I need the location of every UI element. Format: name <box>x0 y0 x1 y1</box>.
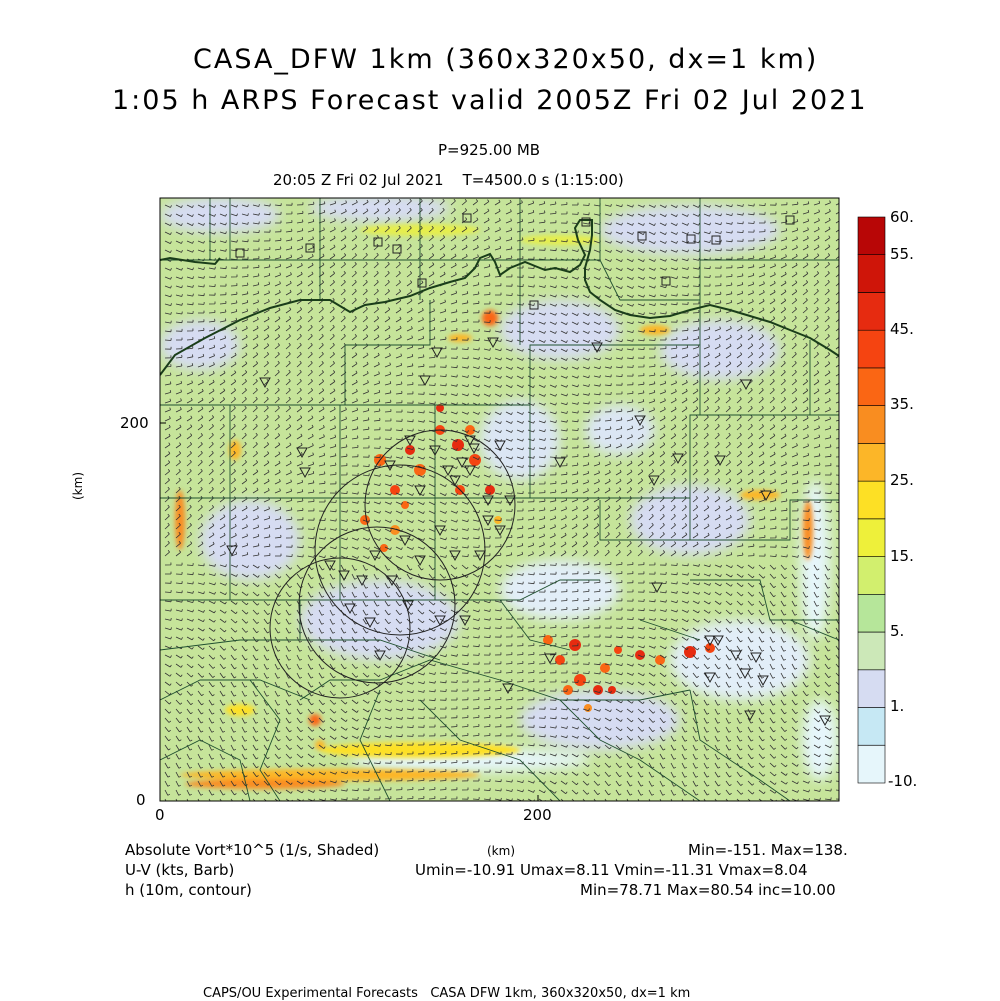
x-tick-label-200: 200 <box>523 806 552 824</box>
colorbar-swatch <box>858 481 885 519</box>
colorbar-swatch <box>858 293 885 331</box>
legend-vorticity: Absolute Vort*10^5 (1/s, Shaded) <box>125 841 380 859</box>
legend-wind-minmax: Umin=-10.91 Umax=8.11 Vmin=-11.31 Vmax=8.04 <box>415 861 808 879</box>
colorbar-swatch <box>858 406 885 444</box>
colorbar-label-45: 45. <box>890 320 914 338</box>
title-line-2: 1:05 h ARPS Forecast valid 2005Z Fri 02 Jul 2021 <box>112 85 868 116</box>
colorbar-swatch <box>858 330 885 368</box>
colorbar-swatch <box>858 745 885 783</box>
colorbar-swatch <box>858 443 885 481</box>
title-line-1: CASA_DFW 1km (360x320x50, dx=1 km) <box>193 44 819 75</box>
x-axis-unit: (km) <box>487 844 516 858</box>
y-axis-unit: (km) <box>71 471 85 500</box>
colorbar-swatch <box>858 557 885 595</box>
colorbar-label-minus-10: -10. <box>888 772 918 790</box>
map-panel <box>160 194 843 804</box>
colorbar-swatch <box>858 632 885 670</box>
colorbar-swatch <box>858 594 885 632</box>
colorbar-label-60: 60. <box>890 208 914 226</box>
colorbar-label-15: 15. <box>890 547 914 565</box>
colorbar-swatch <box>858 217 885 255</box>
colorbar-swatch <box>858 519 885 557</box>
valid-time: 20:05 Z Fri 02 Jul 2021 T=4500.0 s (1:15:00) <box>273 171 624 189</box>
pressure-level: P=925.00 MB <box>438 141 541 159</box>
colorbar-label-55: 55. <box>890 245 914 263</box>
legend-vorticity-minmax: Min=-151. Max=138. <box>688 841 848 859</box>
colorbar-label-25: 25. <box>890 471 914 489</box>
colorbar-swatch <box>858 368 885 406</box>
colorbar-swatch <box>858 708 885 746</box>
colorbar-swatch <box>858 255 885 293</box>
y-tick-label-200: 200 <box>120 414 149 432</box>
y-tick-label-0: 0 <box>136 791 146 809</box>
colorbar-swatch <box>858 670 885 708</box>
colorbar-label-35: 35. <box>890 395 914 413</box>
colorbar-label-1: 1. <box>890 697 905 715</box>
x-tick-label-0: 0 <box>155 806 165 824</box>
legend-height-minmax: Min=78.71 Max=80.54 inc=10.00 <box>580 881 836 899</box>
footer-credit: CAPS/OU Experimental Forecasts CASA DFW 1km, 360x320x50, dx=1 km <box>203 986 691 1001</box>
colorbar-label-5: 5. <box>890 622 905 640</box>
legend-height: h (10m, contour) <box>125 881 252 899</box>
colorbar <box>858 217 885 783</box>
legend-wind: U-V (kts, Barb) <box>125 861 235 879</box>
